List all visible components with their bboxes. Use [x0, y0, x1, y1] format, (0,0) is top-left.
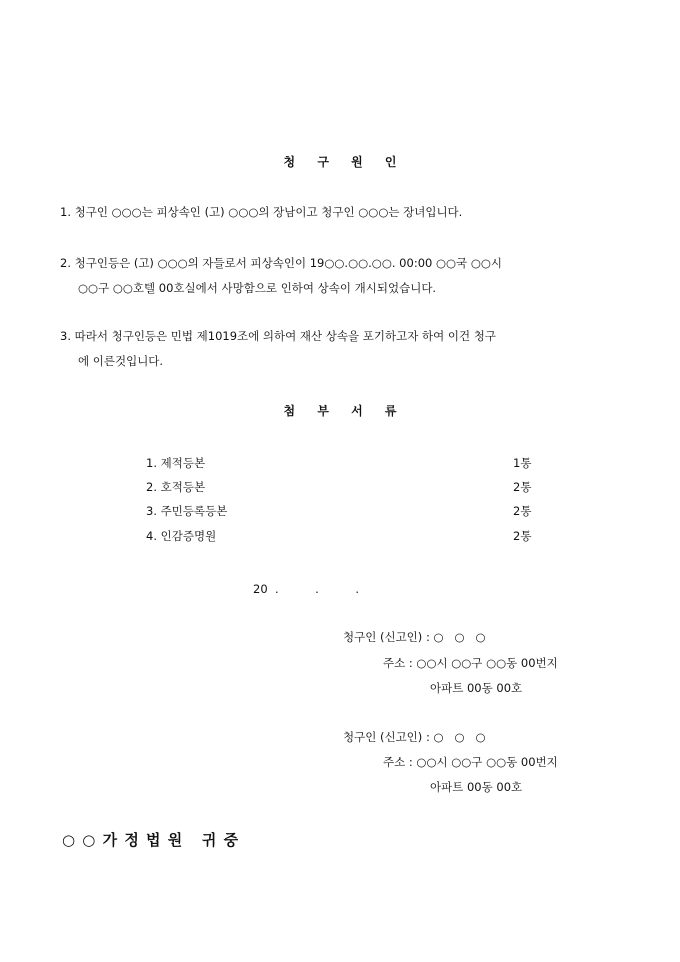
paragraph-1-line-1: 1. 청구인 ○○○는 피상속인 (고) ○○○의 장남이고 청구인 ○○○는 장녀입니다. [60, 205, 463, 219]
paragraph-3-line-2: 에 이른것입니다. [78, 354, 164, 368]
attachment-count: 1통 [513, 456, 532, 470]
paragraph-2-line-2: ○○구 ○○호텔 00호실에서 사망함으로 인하여 상속이 개시되었습니다. [78, 281, 437, 295]
section-title: 청 구 원 인 [283, 155, 397, 169]
claimant-address-line-2: 아파트 00동 00호 [430, 780, 523, 794]
attachment-name: 4. 인감증명원 [146, 529, 217, 543]
attachment-count: 2통 [513, 529, 532, 543]
court-addressee: ○ ○ 가 정 법 원 귀 중 [62, 831, 240, 849]
paragraph-2-line-1: 2. 청구인등은 (고) ○○○의 자들로서 피상속인이 19○○.○○.○○. 00:00 ○○국 ○○시 [60, 256, 502, 270]
date-line: 20 . . . [253, 582, 360, 596]
claimant-label: 청구인 (신고인) : ○ ○ ○ [343, 630, 486, 644]
claimant-label: 청구인 (신고인) : ○ ○ ○ [343, 730, 486, 744]
claimant-address-line-1: 주소 : ○○시 ○○구 ○○동 00번지 [383, 755, 558, 769]
attachment-count: 2통 [513, 480, 532, 494]
attachments-title: 첨 부 서 류 [283, 404, 397, 418]
claimant-address-line-2: 아파트 00동 00호 [430, 681, 523, 695]
attachment-name: 2. 호적등본 [146, 480, 206, 494]
paragraph-3-line-1: 3. 따라서 청구인등은 민법 제1019조에 의하여 재산 상속을 포기하고자 하여 이건 청구 [60, 329, 496, 343]
attachment-name: 3. 주민등록등본 [146, 504, 228, 518]
attachment-name: 1. 제적등본 [146, 456, 206, 470]
attachment-count: 2통 [513, 504, 532, 518]
claimant-address-line-1: 주소 : ○○시 ○○구 ○○동 00번지 [383, 656, 558, 670]
